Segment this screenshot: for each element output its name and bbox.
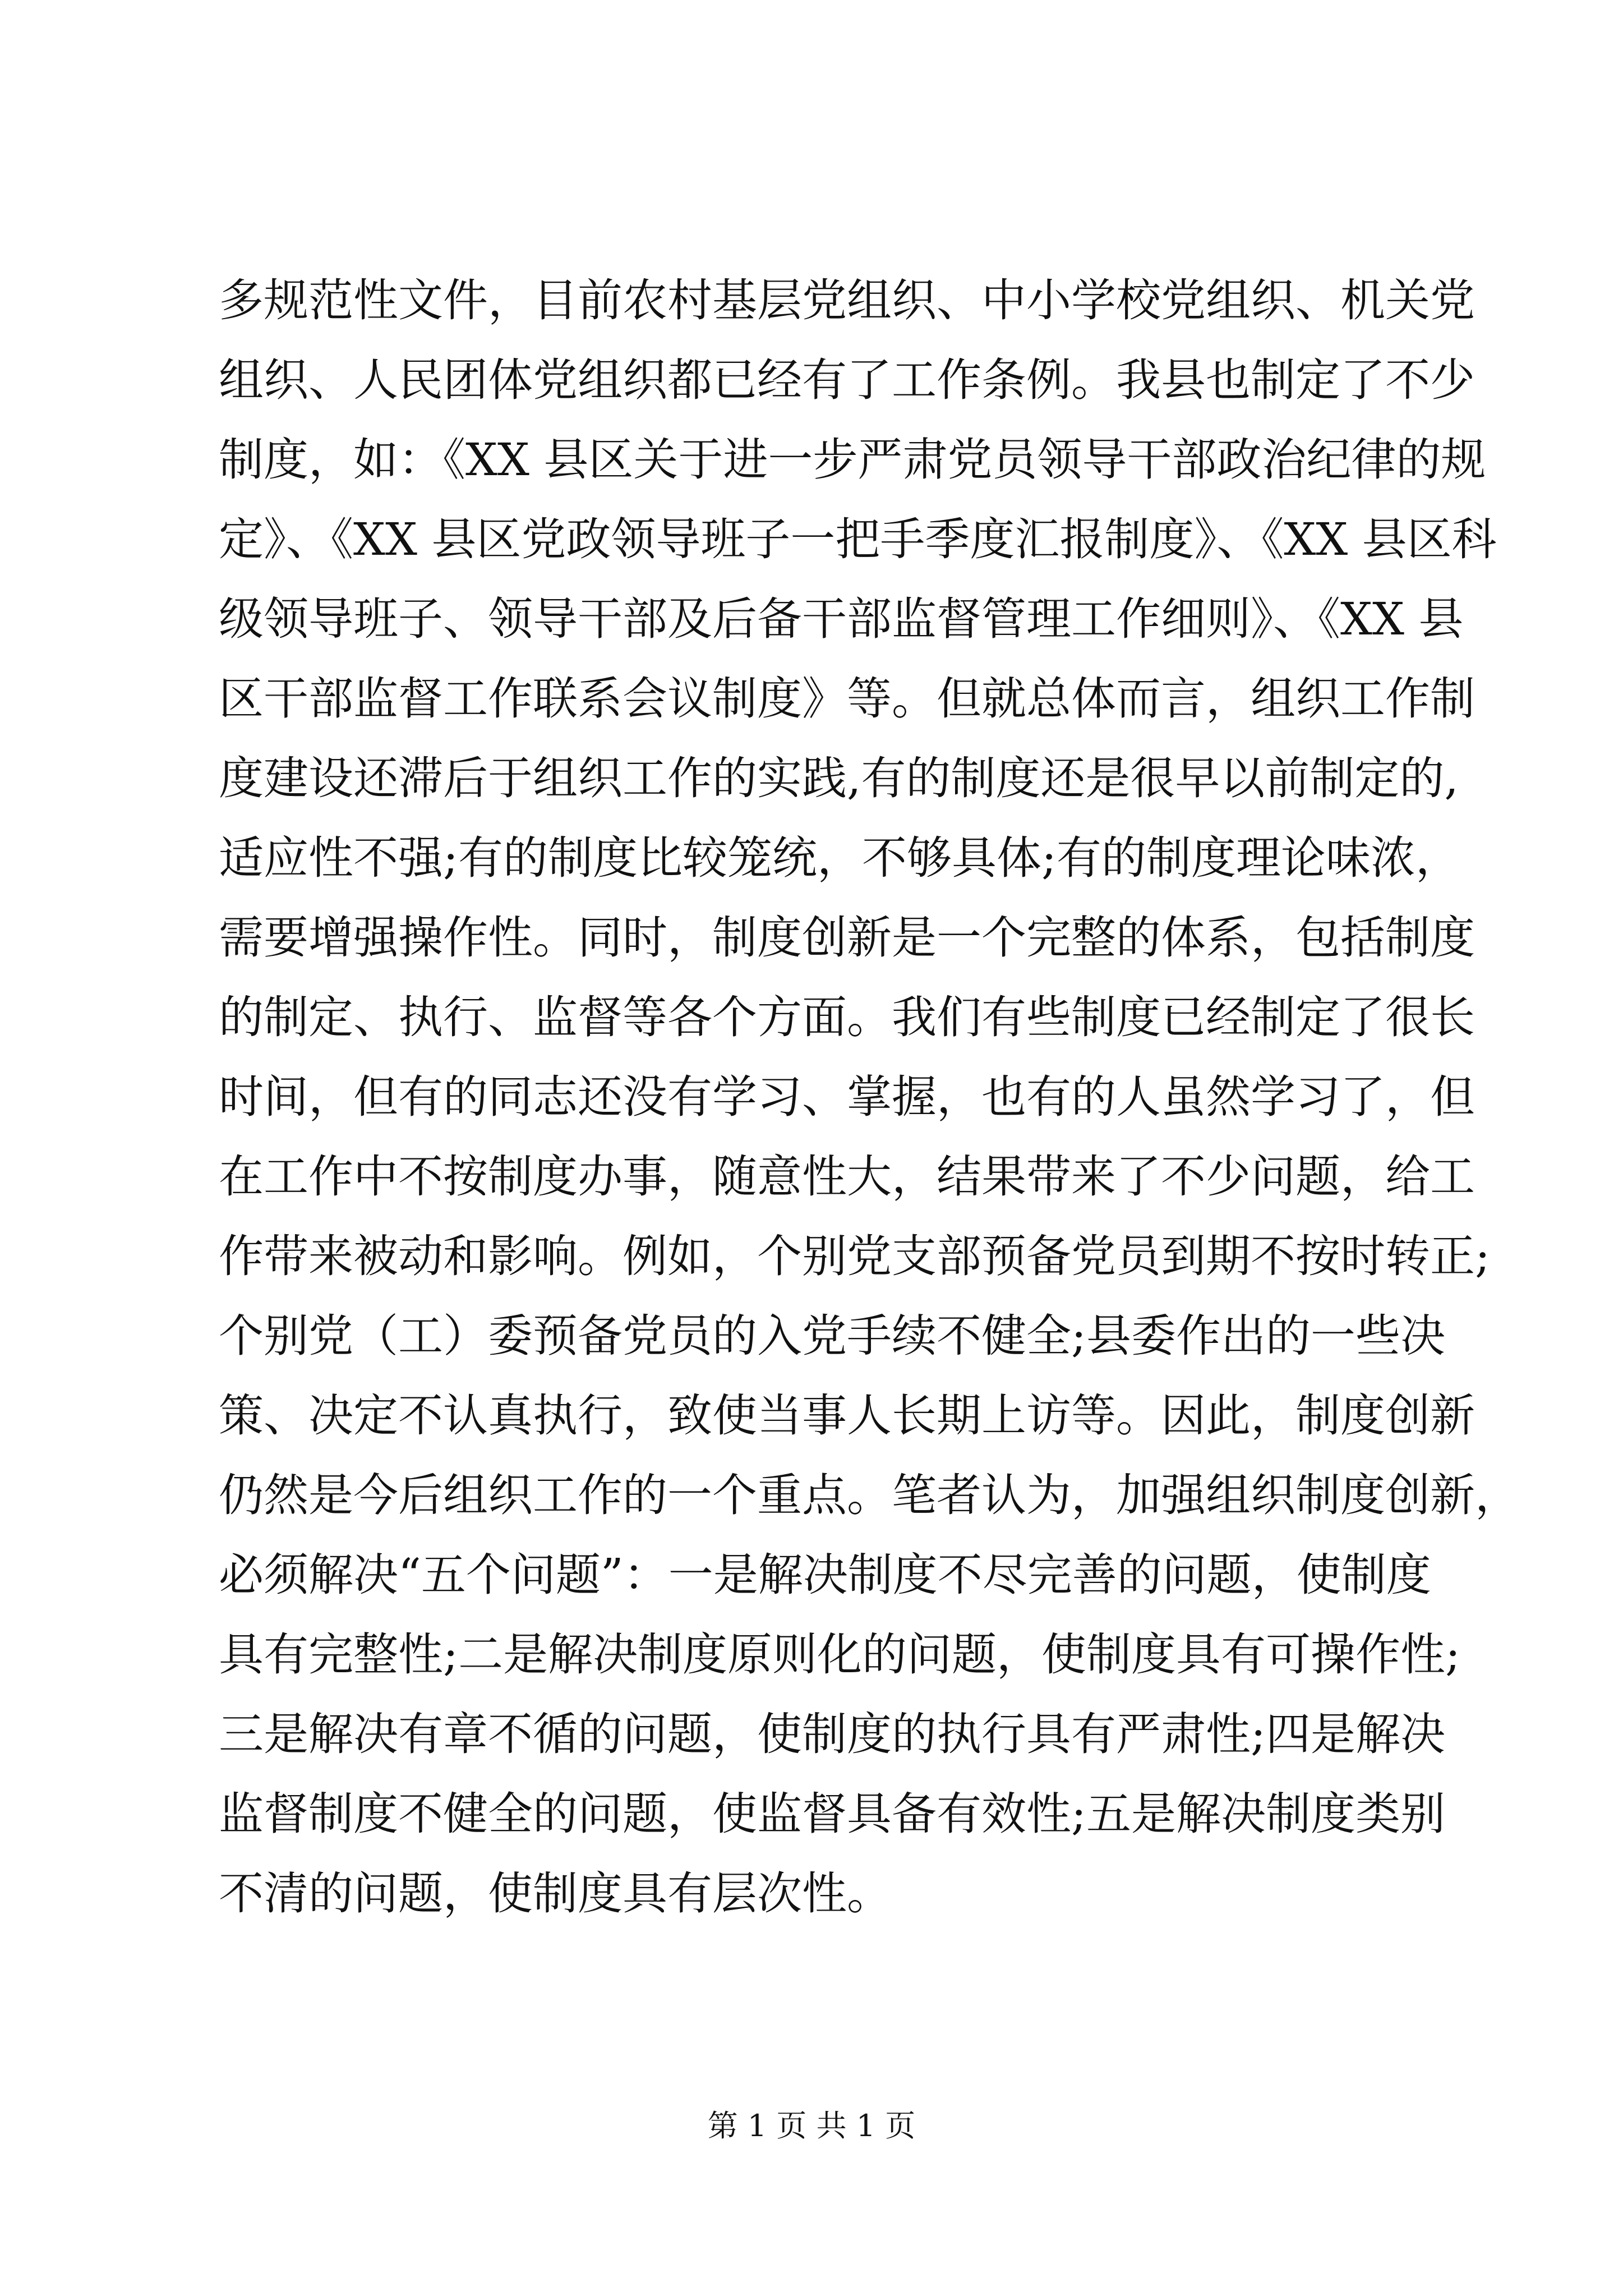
page-number-footer: 第 1 页 共 1 页 [707, 2108, 916, 2143]
text-line: 度建设还滞后于组织工作的实践,有的制度还是很早以前制定的, [219, 752, 1459, 804]
text-line: 策、决定不认真执行，致使当事人长期上访等。因此，制度创新 [219, 1389, 1475, 1442]
body-paragraph [219, 261, 1520, 1934]
text-line: 制度，如：《XX 县区关于进一步严肃党员领导干部政治纪律的规 [219, 434, 1486, 486]
text-line: 不清的问题，使制度具有层次性。 [219, 1867, 892, 1920]
text-line: 必须解决“五个问题”：一是解决制度不尽完善的问题，使制度 [219, 1549, 1431, 1601]
text-line: 级领导班子、领导干部及后备干部监督管理工作细则》、《XX 县 [219, 593, 1464, 645]
text-line: 时间，但有的同志还没有学习、掌握，也有的人虽然学习了，但 [219, 1071, 1475, 1123]
text-line: 适应性不强;有的制度比较笼统，不够具体;有的制度理论味浓， [219, 832, 1460, 884]
text-line: 区干部监督工作联系会议制度》等。但就总体而言，组织工作制 [219, 673, 1475, 725]
text-line: 定》、《XX 县区党政领导班子一把手季度汇报制度》、《XX 县区科 [219, 513, 1497, 565]
text-line: 三是解决有章不循的问题，使制度的执行具有严肃性;四是解决 [219, 1708, 1445, 1760]
text-line: 个别党（工）委预备党员的入党手续不健全;县委作出的一些决 [219, 1310, 1445, 1362]
text-line: 具有完整性;二是解决制度原则化的问题，使制度具有可操作性; [219, 1628, 1460, 1681]
text-line: 组织、人民团体党组织都已经有了工作条例。我县也制定了不少 [219, 354, 1475, 406]
text-line: 多规范性文件，目前农村基层党组织、中小学校党组织、机关党 [219, 274, 1475, 326]
text-line: 仍然是今后组织工作的一个重点。笔者认为，加强组织制度创新， [219, 1469, 1520, 1521]
text-line: 作带来被动和影响。例如，个别党支部预备党员到期不按时转正; [219, 1230, 1490, 1282]
text-line: 监督制度不健全的问题，使监督具备有效性;五是解决制度类别 [219, 1788, 1445, 1840]
text-line: 在工作中不按制度办事，随意性大，结果带来了不少问题，给工 [219, 1151, 1475, 1203]
text-line: 的制定、执行、监督等各个方面。我们有些制度已经制定了很长 [219, 991, 1475, 1043]
text-line: 需要增强操作性。同时，制度创新是一个完整的体系，包括制度 [219, 912, 1475, 964]
